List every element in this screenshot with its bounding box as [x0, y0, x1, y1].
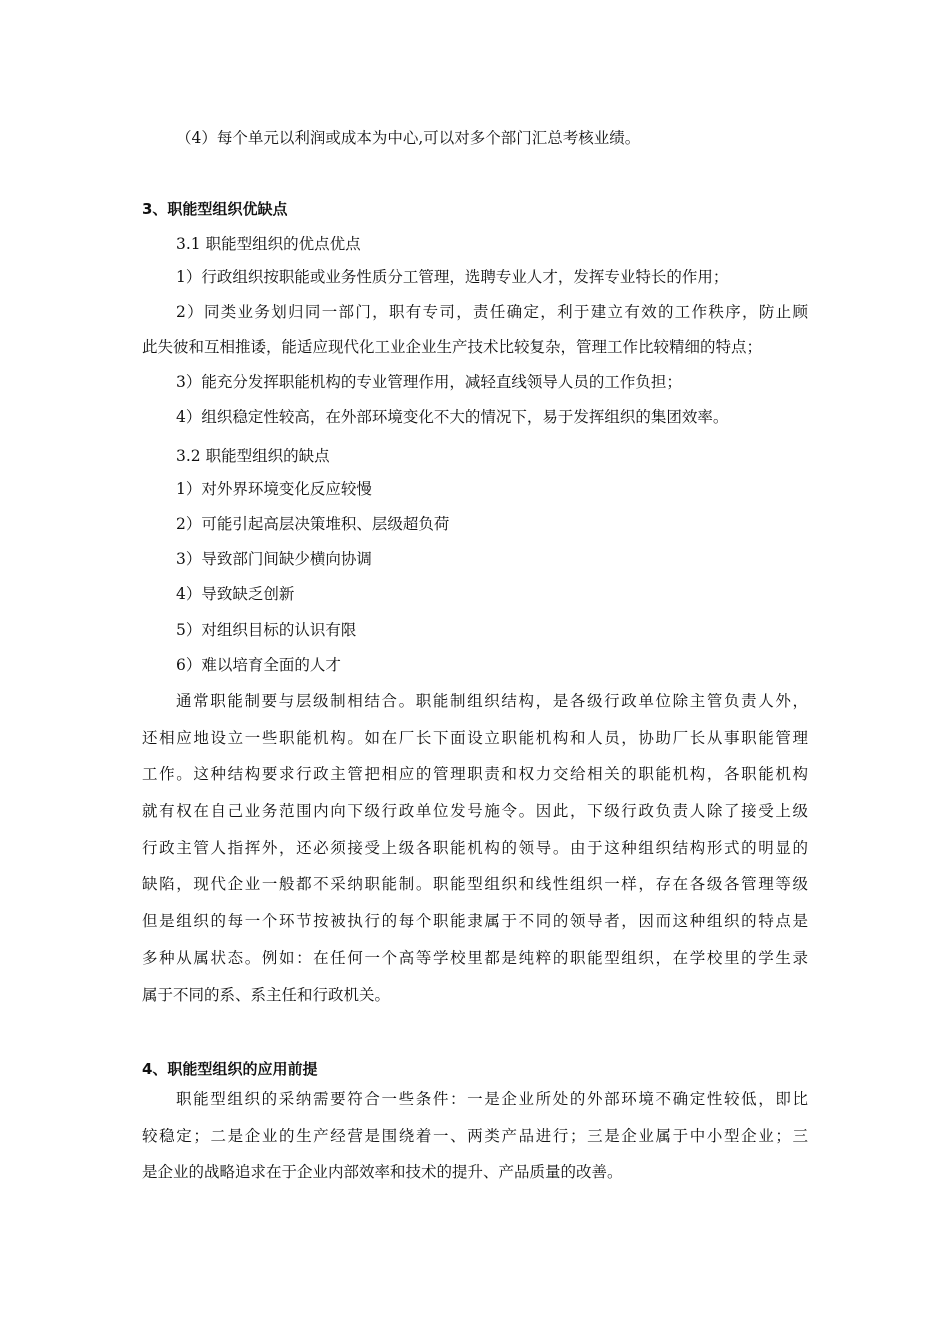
subsection-3-2-title: 3.2 职能型组织的缺点: [176, 447, 330, 465]
advantage-item-2-continued: 此失彼和互相推诿，能适应现代化工业企业生产技术比较复杂，管理工作比较精细的特点；: [142, 338, 763, 356]
disadvantage-item-4: 4）导致缺乏创新: [176, 585, 295, 603]
advantage-item-2: 2）同类业务划归同一部门，职有专司，责任确定，利于建立有效的工作秩序，防止顾: [176, 303, 808, 321]
advantage-item-3: 3）能充分发挥职能机构的专业管理作用，减轻直线领导人员的工作负担；: [176, 373, 682, 391]
section-3-paragraph-line: 属于不同的系、系主任和行政机关。: [142, 986, 391, 1004]
section-3-paragraph-line: 还相应地设立一些职能机构。如在厂长下面设立职能机构和人员，协助厂长从事职能管理: [142, 729, 808, 747]
section-3-paragraph-line: 多种从属状态。例如：在任何一个高等学校里都是纯粹的职能型组织，在学校里的学生录: [142, 949, 808, 967]
disadvantage-item-2: 2）可能引起高层决策堆积、层级超负荷: [176, 515, 450, 533]
section-4-paragraph-line: 是企业的战略追求在于企业内部效率和技术的提升、产品质量的改善。: [142, 1163, 623, 1181]
section-3-paragraph-line: 就有权在自己业务范围内向下级行政单位发号施令。因此，下级行政负责人除了接受上级: [142, 802, 808, 820]
section-4-heading: 4、职能型组织的应用前提: [142, 1060, 318, 1078]
section-3-paragraph-line: 行政主管人指挥外，还必须接受上级各职能机构的领导。由于这种组织结构形式的明显的: [142, 839, 808, 857]
advantage-item-4: 4）组织稳定性较高，在外部环境变化不大的情况下，易于发挥组织的集团效率。: [176, 408, 729, 426]
subsection-3-1-title: 3.1 职能型组织的优点优点: [176, 235, 361, 253]
section-3-paragraph-line: 通常职能制要与层级制相结合。职能制组织结构，是各级行政单位除主管负责人外，: [176, 692, 808, 710]
section-4-paragraph-line: 较稳定；二是企业的生产经营是围绕着一、两类产品进行；三是企业属于中小型企业；三: [142, 1127, 808, 1145]
section-3-paragraph-line: 工作。这种结构要求行政主管把相应的管理职责和权力交给相关的职能机构，各职能机构: [142, 765, 808, 783]
advantage-item-1: 1）行政组织按职能或业务性质分工管理，选聘专业人才，发挥专业特长的作用；: [176, 268, 729, 286]
intro-list-item: （4）每个单元以利润或成本为中心,可以对多个部门汇总考核业绩。: [176, 129, 641, 147]
disadvantage-item-3: 3）导致部门间缺少横向协调: [176, 550, 372, 568]
section-4-paragraph-line: 职能型组织的采纳需要符合一些条件：一是企业所处的外部环境不确定性较低，即比: [176, 1090, 808, 1108]
disadvantage-item-5: 5）对组织目标的认识有限: [176, 621, 357, 639]
disadvantage-item-1: 1）对外界环境变化反应较慢: [176, 480, 372, 498]
section-3-heading: 3、职能型组织优缺点: [142, 200, 288, 218]
section-3-paragraph-line: 缺陷，现代企业一般都不采纳职能制。职能型组织和线性组织一样，存在各级各管理等级: [142, 875, 808, 893]
disadvantage-item-6: 6）难以培育全面的人才: [176, 656, 341, 674]
section-3-paragraph-line: 但是组织的每一个环节按被执行的每个职能隶属于不同的领导者，因而这种组织的特点是: [142, 912, 808, 930]
